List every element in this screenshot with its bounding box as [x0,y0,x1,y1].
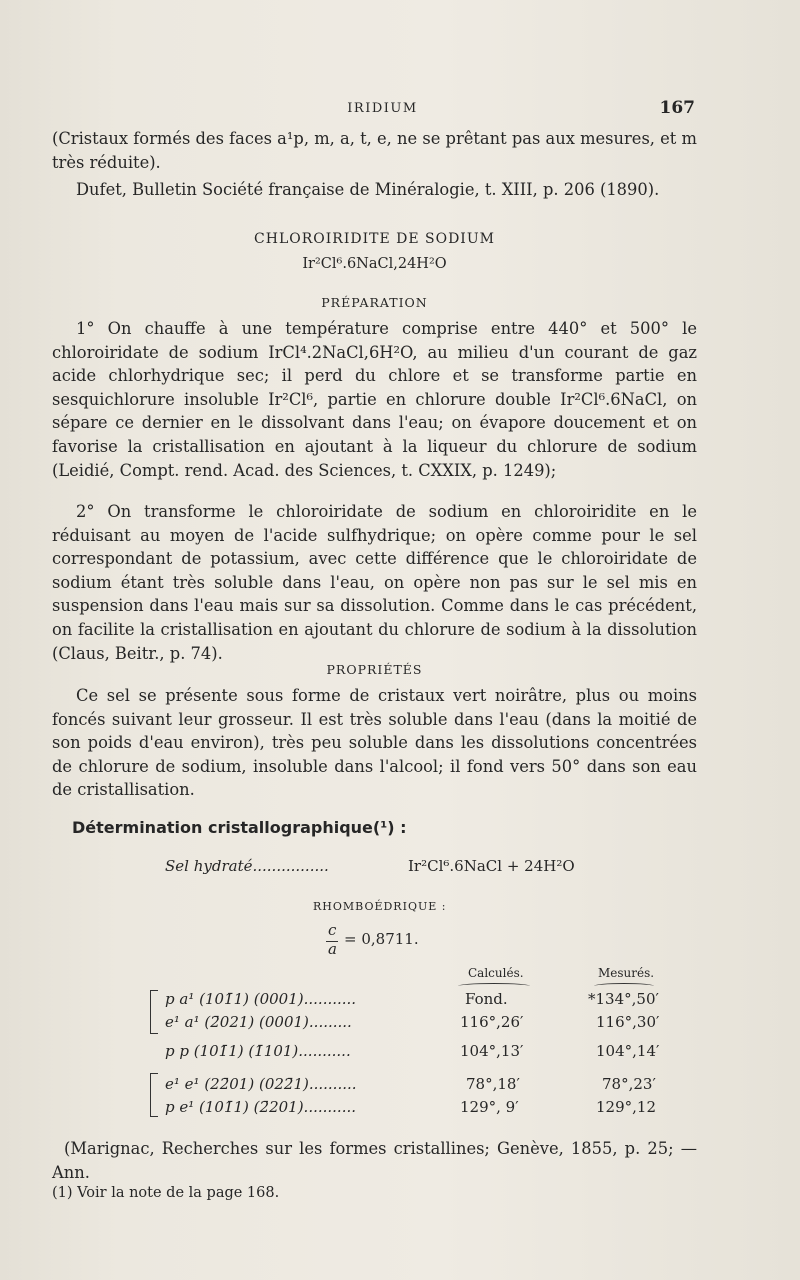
ratio-numerator: c [328,921,337,939]
preparation-heading: PRÉPARATION [321,295,428,310]
angle-calculated: Fond. [465,990,508,1008]
closing-reference: (Marignac, Recherches sur les formes cristallines; Genève, 1855, p. 25; — Ann. [52,1139,697,1182]
preparation-paragraph-1: 1° On chauffe à une température comprise entre 440° et 500° le chloroiridate de sodium IrCl⁴.2NaCl,6H²O, au milieu d'un courant de gaz acide chlorhydrique sec; il perd du chlore et se transforme partie en sesquichlorure insoluble Ir²Cl⁶, partie en chlorure double Ir²Cl⁶.6NaCl, on sépare ce dernier en le dissolvant dans l'eau; on évapore doucement et on favorise la cristallisation en ajoutant à la liqueur du chlorure de sodium (Leidié, Compt. rend. Acad. des Sciences, t. CXXIX, p. 1249); [52,319,697,480]
intro-paragraph: (Cristaux formés des faces a¹p, m, a, t, e, ne se prêtant pas aux mesures, et m très réduite). [52,129,697,172]
angle-measured: 104°,14′ [596,1042,660,1060]
compound-name: CHLOROIRIDITE DE SODIUM [254,231,495,247]
compound-formula: Ir²Cl⁶.6NaCl,24H²O [302,256,447,272]
angle-label: p a¹ (101̄1) (0001)........... [165,990,357,1008]
angle-calculated: 129°, 9′ [460,1098,519,1116]
angle-label: e¹ a¹ (2̄021) (0001)......... [165,1013,352,1031]
running-header [70,98,695,120]
ratio-value: = 0,8711. [344,930,419,948]
dufet-reference: Dufet, Bulletin Société française de Minéralogie, t. XIII, p. 206 (1890). [76,180,660,199]
calc-brace [458,983,530,989]
angle-measured: *134°,50′ [588,990,659,1008]
angle-calculated: 116°,26′ [460,1013,524,1031]
page-number: 167 [659,98,695,118]
angle-measured: 78°,23′ [602,1075,656,1093]
angle-calculated: 104°,13′ [460,1042,524,1060]
preparation-paragraph-2: 2° On transforme le chloroiridate de sodium en chloroiridite en le réduisant au moyen de l'acide sulfhydrique; on opère comme pour le sel correspondant de potassium, avec cette différence que le chloroiridate de sodium étant très soluble dans l'eau, on opère non pas sur le sel mis en suspension dans l'eau mais sur sa dissolution. Comme dans le cas précédent, on facilite la cristallisation en ajoutant du chlorure de sodium à la dissolution (Claus, Beitr., p. 74). [52,502,697,663]
running-title: IRIDIUM [347,101,418,116]
angle-calculated: 78°,18′ [466,1075,520,1093]
col-measured: Mesurés. [598,966,655,980]
angle-label: e¹ e¹ (22̄01) (022̄1).......... [165,1075,357,1093]
angle-measured: 129°,12 [596,1098,656,1116]
angle-measured: 116°,30′ [596,1013,660,1031]
angle-label: p e¹ (101̄1) (2̄201)........... [165,1098,357,1116]
bracket-group-2 [150,1073,158,1117]
crystallography-heading: Détermination cristallographique(¹) : [72,818,407,837]
meas-brace [594,983,654,989]
properties-paragraph: Ce sel se présente sous forme de cristaux vert noirâtre, plus ou moins foncés suivant leur grosseur. Il est très soluble dans l'eau (dans la moitié de son poids d'eau environ), très peu soluble dans les dissolutions concentrées de chlorure de sodium, insoluble dans l'alcool; il fond vers 50° dans son eau de cristallisation. [52,686,697,800]
col-calculated: Calculés. [468,966,524,980]
angle-label: p p (101̄1) (1̄101)........... [165,1042,351,1060]
bracket-group-1 [150,990,158,1034]
properties-heading: PROPRIÉTÉS [326,662,423,677]
ratio-denominator: a [328,940,337,958]
salt-label: Sel hydraté................ [165,857,329,875]
salt-formula: Ir²Cl⁶.6NaCl + 24H²O [408,857,575,875]
footnote: (1) Voir la note de la page 168. [52,1185,280,1201]
crystal-system: RHOMBOÉDRIQUE : [313,900,447,913]
